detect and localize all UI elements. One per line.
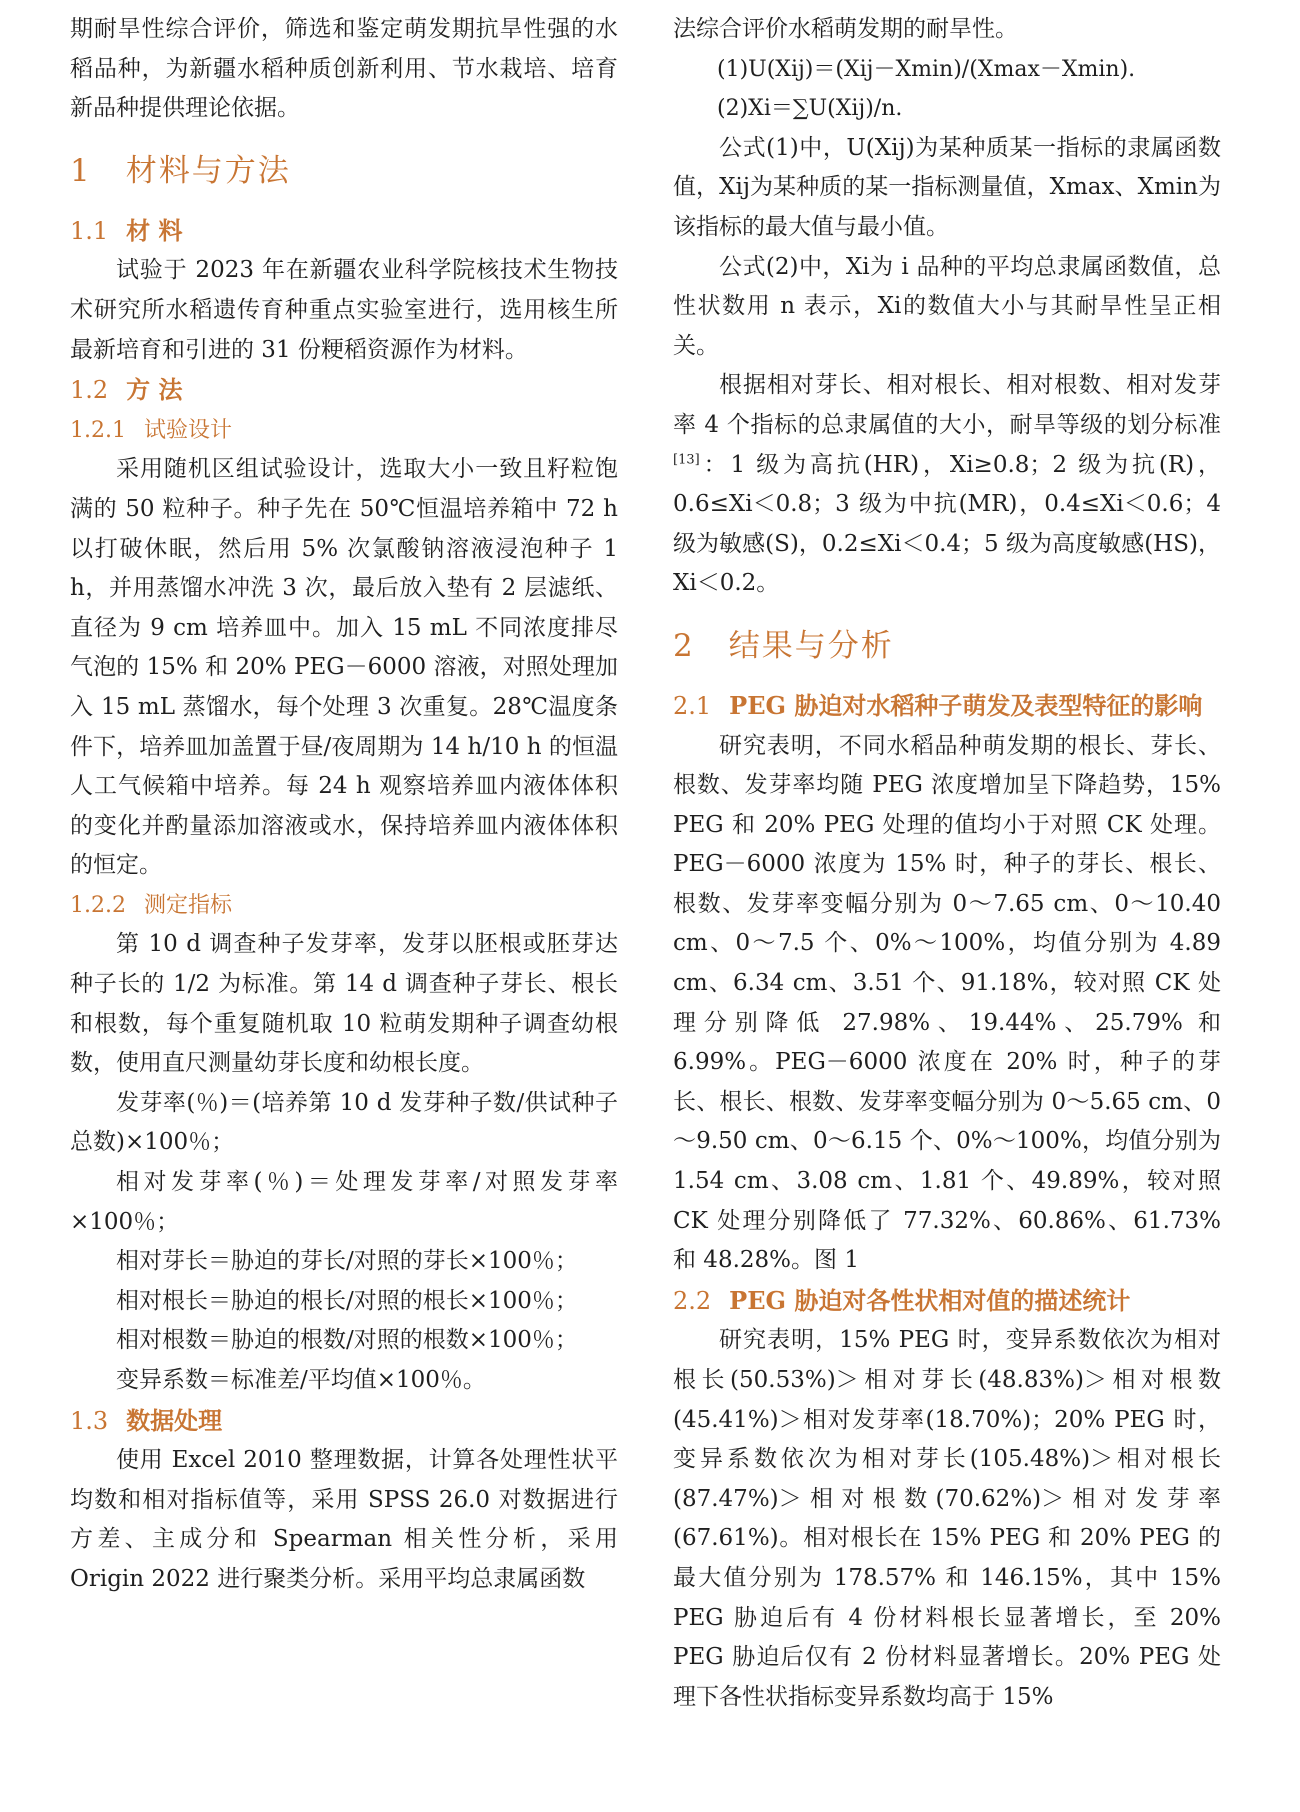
indicators-paragraph: 第 10 d 调查种子发芽率，发芽以胚根或胚芽达种子长的 1/2 为标准。第 14 d 调查种子芽长、根长和根数，每个重复随机取 10 粒萌发期种子调查幼根数，使用直尺测量幼芽长度和幼根长度。: [70, 931, 618, 1077]
relative-shoot-length-formula: 相对芽长＝胁迫的芽长/对照的芽长×100％；: [116, 1248, 578, 1275]
citation-ref: [13]: [673, 451, 700, 467]
subsubsection-number: 1.2.2: [70, 892, 126, 918]
section-number: 2: [673, 627, 695, 664]
drought-grade-text-b: ：1 级为高抗(HR)，Xi≥0.8；2 级为抗(R)，0.6≤Xi＜0.8；3 级为中抗(MR)，0.4≤Xi＜0.6；4 级为敏感(S)，0.2≤Xi＜0.4；5 级为高度敏感(HS)，Xi＜0.2。: [673, 451, 1221, 597]
subsection-heading-1-1: [70, 211, 618, 252]
subsection-heading-2-2: [673, 1281, 1221, 1322]
subsection-heading-1-2: [70, 370, 618, 411]
relative-root-number-formula: 相对根数＝胁迫的根数/对照的根数×100％；: [116, 1327, 578, 1354]
right-column: [673, 10, 1221, 1717]
section-title: 结果与分析: [728, 627, 894, 664]
subsubsection-heading-1-2-2: [70, 886, 618, 926]
subsection-number: 1.3: [70, 1406, 109, 1435]
continued-paragraph: 法综合评价水稻萌发期的耐旱性。: [673, 16, 1018, 42]
materials-paragraph: 试验于 2023 年在新疆农业科学院核技术生物技术研究所水稻遗传育种重点实验室进行，选用核生所最新培育和引进的 31 份粳稻资源作为材料。: [70, 257, 618, 363]
relative-root-length-formula: 相对根长＝胁迫的根长/对照的根长×100％；: [116, 1287, 578, 1314]
subsubsection-heading-1-2-1: [70, 411, 618, 451]
design-paragraph: 采用随机区组试验设计，选取大小一致且籽粒饱满的 50 粒种子。种子先在 50℃恒温培养箱中 72 h 以打破休眠，然后用 5% 次氯酸钠溶液浸泡种子 1 h，并用蒸馏水冲洗 3 次，最后放入垫有 2 层滤纸、直径为 9 cm 培养皿中。加入 15 mL 不同浓度排尽气泡的 15% 和 20% PEG－6000 溶液，对照处理加入 15 mL 蒸馏水，每个处理 3 次重复。28℃温度条件下，培养皿加盖置于昼/夜周期为 14 h/10 h 的恒温人工气候箱中培养。每 24 h 观察培养皿内液体体积的变化并酌量添加溶液或水，保持培养皿内液体体积的恒定。: [70, 456, 618, 879]
results-paragraph-1: 研究表明，不同水稻品种萌发期的根长、芽长、根数、发芽率均随 PEG 浓度增加呈下降趋势，15% PEG 和 20% PEG 处理的值均小于对照 CK 处理。PEG－6000 浓度为 15% 时，种子的芽长、根长、根数、发芽率变幅分别为 0～7.65 cm、0～10.40 cm、0～7.5 个、0%～100%，均值分别为 4.89 cm、6.34 cm、3.51 个、91.18%，较对照 CK 处理分别降低 27.98%、19.44%、25.79% 和 6.99%。PEG－6000 浓度在 20% 时，种子的芽长、根长、根数、发芽率变幅分别为 0～5.65 cm、0～9.50 cm、0～6.15 个、0%～100%，均值分别为 1.54 cm、3.08 cm、1.81 个、49.89%，较对照 CK 处理分别降低了 77.32%、60.86%、61.73% 和 48.28%。图 1: [673, 732, 1221, 1274]
subsection-title: 数据处理: [126, 1405, 223, 1435]
section-number: 1: [70, 152, 92, 189]
average-membership-formula: (2)Xi＝∑U(Xij)/n.: [717, 96, 903, 122]
drought-grade-paragraph: [673, 366, 1221, 604]
subsection-heading-1-3: [70, 1401, 618, 1442]
germination-rate-formula: 发芽率(％)＝(培养第 10 d 发芽种子数/供试种子总数)×100％；: [70, 1089, 618, 1156]
membership-function-formula: (1)U(Xij)＝(Xij－Xmin)/(Xmax－Xmin).: [717, 56, 1136, 82]
section-title: 材料与方法: [125, 152, 291, 189]
subsubsection-number: 1.2.1: [70, 417, 126, 443]
subsection-number: 1.1: [70, 216, 109, 245]
subsubsection-title: 试验设计: [143, 417, 232, 443]
section-heading-2: [673, 624, 1221, 668]
subsection-title: 材 料: [126, 215, 183, 245]
subsection-title: 方 法: [126, 375, 183, 405]
formula-2-explanation: 公式(2)中，Xi为 i 品种的平均总隶属函数值，总性状数用 n 表示，Xi的数值大小与其耐旱性呈正相关。: [673, 253, 1221, 359]
subsection-title: PEG 胁迫对水稻种子萌发及表型特征的影响: [729, 690, 1203, 720]
subsection-number: 2.1: [673, 691, 712, 720]
coefficient-of-variation-formula: 变异系数＝标准差/平均值×100％。: [116, 1367, 486, 1393]
left-column: [70, 10, 618, 1600]
subsection-title: PEG 胁迫对各性状相对值的描述统计: [729, 1285, 1131, 1315]
formula-1-explanation: 公式(1)中，U(Xij)为某种质某一指标的隶属函数值，Xij为某种质的某一指标测量值，Xmax、Xmin为该指标的最大值与最小值。: [673, 134, 1221, 240]
results-paragraph-2: 研究表明，15% PEG 时，变异系数依次为相对根长(50.53%)＞相对芽长(48.83%)＞相对根数(45.41%)＞相对发芽率(18.70%)；20% PEG 时，变异系数依次为相对芽长(105.48%)＞相对根长(87.47%)＞相对根数(70.62%)＞相对发芽率(67.61%)。相对根长在 15% PEG 和 20% PEG 的最大值分别为 178.57% 和 146.15%，其中 15% PEG 胁迫后有 4 份材料根长显著增长，至 20% PEG 胁迫后仅有 2 份材料显著增长。20% PEG 处理下各性状指标变异系数均高于 15%: [673, 1327, 1221, 1710]
subsection-heading-2-1: [673, 686, 1221, 727]
intro-paragraph-end: 期耐旱性综合评价，筛选和鉴定萌发期抗旱性强的水稻品种，为新疆水稻种质创新利用、节水栽培、培育新品种提供理论依据。: [70, 16, 618, 122]
drought-grade-text-a: 根据相对芽长、相对根长、相对根数、相对发芽率 4 个指标的总隶属值的大小，耐旱等级的划分标准: [673, 372, 1221, 438]
subsection-number: 2.2: [673, 1286, 712, 1315]
section-heading-1: [70, 149, 618, 193]
subsection-number: 1.2: [70, 376, 109, 405]
subsubsection-title: 测定指标: [143, 892, 232, 918]
data-processing-paragraph: 使用 Excel 2010 整理数据，计算各处理性状平均数和相对指标值等，采用 SPSS 26.0 对数据进行方差、主成分和 Spearman 相关性分析，采用 Origin 2022 进行聚类分析。采用平均总隶属函数: [70, 1447, 618, 1592]
relative-germination-formula: 相对发芽率(％)＝处理发芽率/对照发芽率×100％；: [70, 1169, 618, 1235]
